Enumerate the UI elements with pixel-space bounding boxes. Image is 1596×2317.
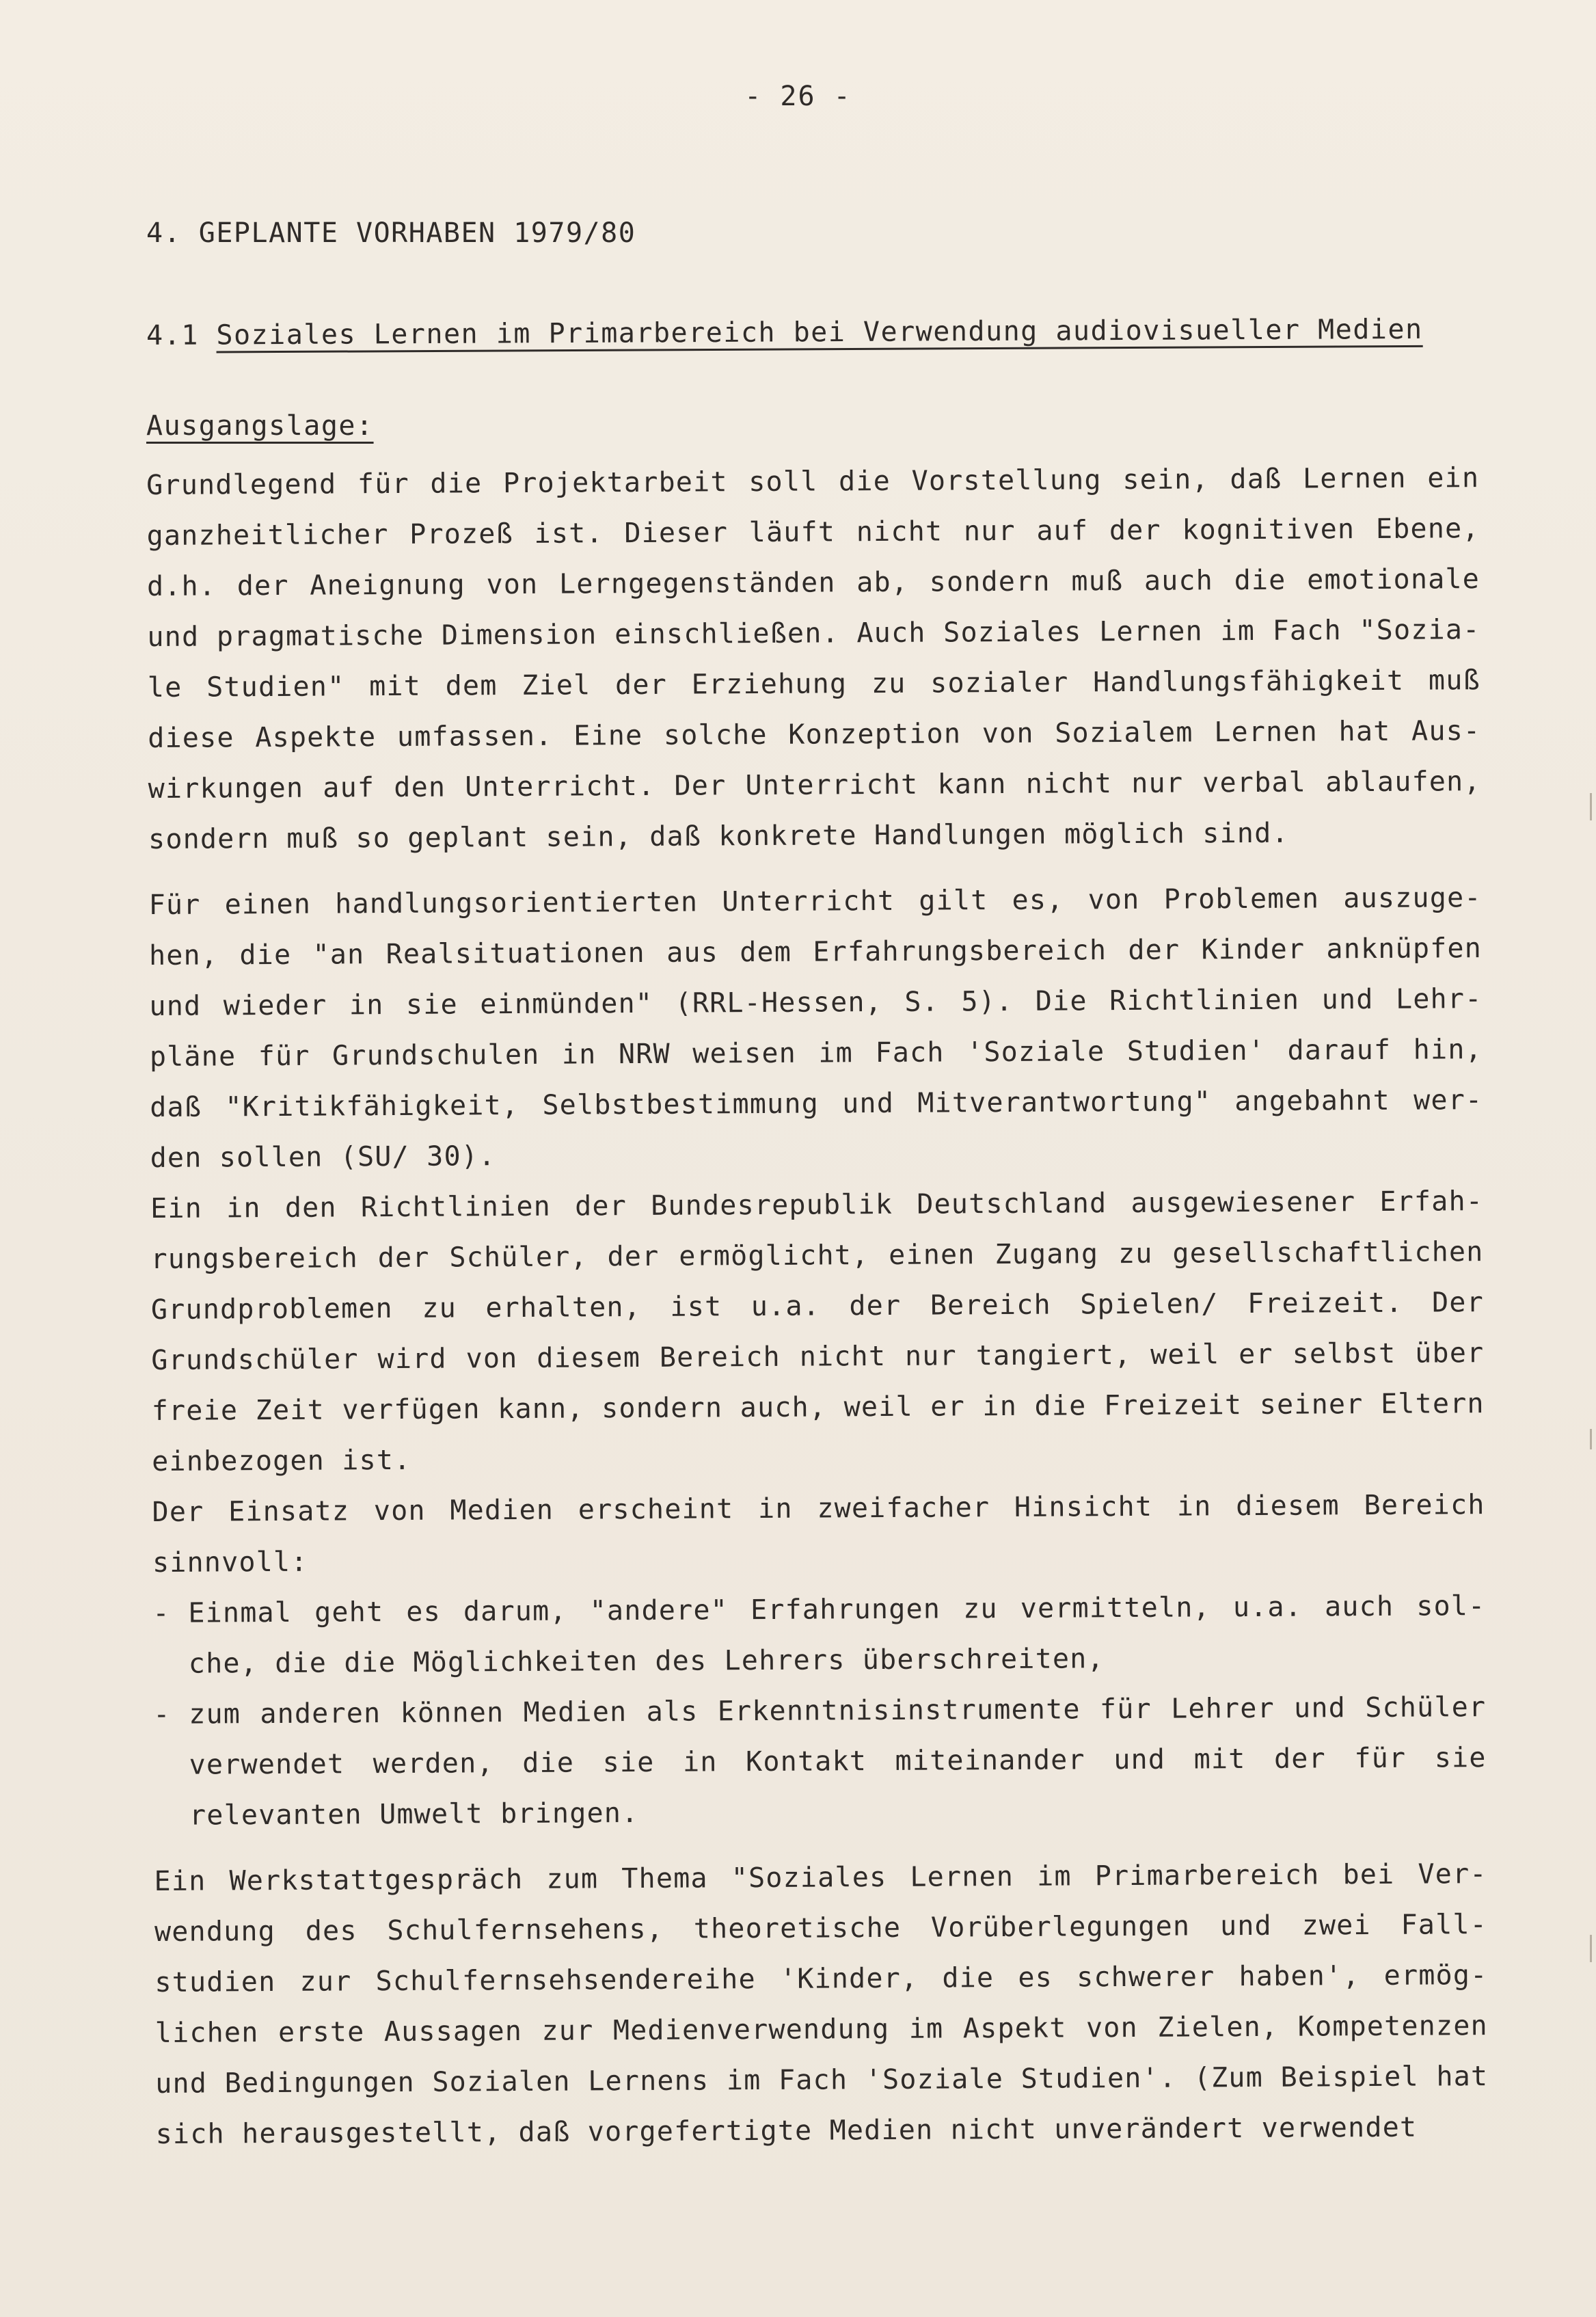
- paragraph: Der Einsatz von Medien erscheint in zweifacher Hinsicht in diesem Bereich sinnvoll:: [152, 1489, 1485, 1579]
- bullet-item: [153, 1682, 1487, 1841]
- paragraph: Für einen handlungsorientierten Unterricht gilt es, von Problemen auszuge-hen, die "an Realsituationen aus dem Erfahrungsbereich der Kinder anknüpfen und wieder in sie einmünden" (RRL-Hessen, S. 5). Die Richtlinien und Lehr-pläne für Grundschulen in NRW weisen im Fach 'Soziale Studien' darauf hin, daß "Kritikfähigkeit, Selbstbestimmung und Mitverantwortung" angebahnt wer-den sollen (SU/ 30).: [148, 882, 1483, 1174]
- subsection-title: Soziales Lernen im Primarbereich bei Verwendung audiovisueller Medien: [216, 313, 1423, 351]
- ausgangslage-label: Ausgangslage:: [146, 410, 374, 442]
- subsection-number: 4.1: [146, 319, 199, 351]
- page-edge-mark: [1590, 1429, 1592, 1449]
- bullet-text: Einmal geht es darum, "andere" Erfahrungen zu vermitteln, u.a. auch sol-che, die die Möglichkeiten des Lehrers überschreiten,: [188, 1590, 1486, 1680]
- closing-paragraph: Ein Werkstattgespräch zum Thema "Soziales Lernen im Primarbereich bei Ver-wendung des Schulfernsehens, theoretische Vorüberlegungen und zwei Fall-studien zur Schulfernsehsendereihe 'Kinder, die es schwerer haben', ermög-lichen erste Aussagen zur Medienverwendung im Aspekt von Zielen, Kompetenzen und Bedingungen Sozialen Lernens im Fach 'Soziale Studien'. (Zum Beispiel hat sich herausgestellt, daß vorgefertigte Medien nicht unverändert verwendet: [154, 1858, 1489, 2150]
- page-number: - 26 -: [744, 81, 852, 112]
- paragraph: Grundlegend für die Projektarbeit soll die Vorstellung sein, daß Lernen ein ganzheitlicher Prozeß ist. Dieser läuft nicht nur auf der kognitiven Ebene, d.h. der Aneignung von Lerngegenständen ab, sondern muß auch die emotionale und pragmatische Dimension einschließen. Auch Soziales Lernen im Fach "Sozia-le Studien" mit dem Ziel der Erziehung zu sozialer Handlungsfähigkeit muß diese Aspekte umfassen. Eine solche Konzeption von Sozialem Lernen hat Aus-wirkungen auf den Unterricht. Der Unterricht kann nicht nur verbal ablaufen, sondern muß so geplant sein, daß konkrete Handlungen möglich sind.: [146, 462, 1481, 855]
- bullet-item: [152, 1581, 1486, 1689]
- subsection-heading: [146, 314, 1423, 351]
- body-text: [146, 453, 1489, 2160]
- bullet-dash: -: [152, 1597, 170, 1629]
- section-title: 4. GEPLANTE VORHABEN 1979/80: [146, 217, 636, 249]
- page-edge-mark: [1590, 1935, 1592, 1962]
- bullet-text: zum anderen können Medien als Erkenntnisinstrumente für Lehrer und Schüler verwendet werden, die sie in Kontakt miteinander und mit der für sie relevanten Umwelt bringen.: [189, 1691, 1487, 1832]
- page-edge-mark: [1590, 793, 1592, 820]
- bullet-dash: -: [153, 1698, 171, 1730]
- paragraph: Ein in den Richtlinien der Bundesrepublik Deutschland ausgewiesener Erfah-rungsbereich der Schüler, der ermöglicht, einen Zugang zu gesellschaftlichen Grundproblemen zu erhalten, ist u.a. der Bereich Spielen/ Freizeit. Der Grundschüler wird von diesem Bereich nicht nur tangiert, weil er selbst über freie Zeit verfügen kann, sondern auch, weil er in die Freizeit seiner Eltern einbezogen ist.: [150, 1186, 1485, 1477]
